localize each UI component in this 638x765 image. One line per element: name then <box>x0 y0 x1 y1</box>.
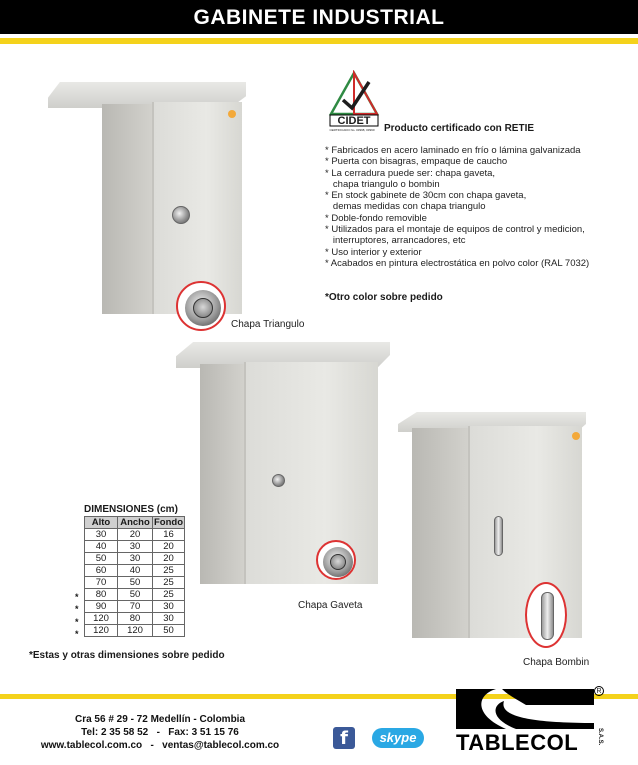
cidet-certificate-number: CERTIFICADO No. 03998, 03990 <box>329 128 375 132</box>
feature-item: * En stock gabinete de 30cm con chapa gaveta, <box>325 190 527 202</box>
feature-item: interruptores, arrancadores, etc <box>325 235 466 247</box>
row-marker: * <box>75 604 79 614</box>
table-cell: 80 <box>85 589 118 601</box>
yellow-divider-top <box>0 38 638 44</box>
registered-mark: R <box>594 686 604 696</box>
table-cell: 50 <box>85 553 118 565</box>
page-title: GABINETE INDUSTRIAL <box>193 6 445 29</box>
table-row <box>85 601 185 613</box>
table-cell: 20 <box>153 553 185 565</box>
table-header-row <box>85 517 185 529</box>
cabinet-side <box>200 364 244 584</box>
row-marker: * <box>75 629 79 639</box>
dimensions-table <box>84 516 185 637</box>
table-row <box>85 529 185 541</box>
table-row <box>85 577 185 589</box>
cabinet-side <box>412 428 468 638</box>
tablecol-logo-icon <box>456 685 594 729</box>
table-cell: 50 <box>118 589 153 601</box>
feature-item: * La cerradura puede ser: chapa gaveta, <box>325 167 496 179</box>
skype-icon[interactable]: skype <box>372 728 424 748</box>
table-cell: 70 <box>85 577 118 589</box>
column-header-fondo: Fondo <box>153 517 183 528</box>
table-cell: 30 <box>85 529 118 541</box>
table-row <box>85 589 185 601</box>
lock-bombin-zoom <box>525 582 567 648</box>
feature-item: demas medidas con chapa triangulo <box>325 201 486 213</box>
caption-chapa-bombin: Chapa Bombin <box>523 657 590 668</box>
handle-icon <box>494 516 503 556</box>
table-cell: 30 <box>153 601 185 613</box>
table-cell: 120 <box>118 625 153 637</box>
table-cell: 30 <box>118 541 153 553</box>
table-cell: 120 <box>85 625 118 637</box>
table-cell: 40 <box>118 565 153 577</box>
cidet-logo-text: CIDET <box>337 115 371 127</box>
lock-triangulo-zoom <box>176 281 226 331</box>
lock-icon <box>172 206 190 224</box>
table-cell: 25 <box>153 577 185 589</box>
table-row <box>85 553 185 565</box>
footer-web: www.tablecol.com.co - ventas@tablecol.com.co <box>40 740 280 751</box>
feature-item: * Doble-fondo removible <box>325 212 427 224</box>
table-cell: 30 <box>153 613 185 625</box>
table-row <box>85 613 185 625</box>
dimensions-note: *Estas y otras dimensiones sobre pedido <box>29 650 225 661</box>
row-marker: * <box>75 616 79 627</box>
facebook-icon[interactable]: f <box>333 727 355 749</box>
table-cell: 16 <box>153 529 185 541</box>
feature-item: * Uso interior y exterior <box>325 246 422 258</box>
table-cell: 20 <box>118 529 153 541</box>
table-cell: 25 <box>153 589 185 601</box>
row-marker: * <box>75 591 79 602</box>
table-row <box>85 625 185 637</box>
certification-text: Producto certificado con RETIE <box>384 123 535 134</box>
table-row <box>85 565 185 577</box>
caption-chapa-gaveta: Chapa Gaveta <box>298 600 363 611</box>
table-row <box>85 541 185 553</box>
lock-gaveta-zoom <box>316 540 356 580</box>
table-cell: 90 <box>85 601 118 613</box>
footer-phones: Tel: 2 35 58 52 - Fax: 3 51 15 76 <box>81 727 239 738</box>
table-cell: 50 <box>118 577 153 589</box>
table-cell: 120 <box>85 613 118 625</box>
ground-label <box>572 432 580 440</box>
feature-item: * Puerta con bisagras, empaque de caucho <box>325 156 508 168</box>
caption-chapa-triangulo: Chapa Triangulo <box>231 319 305 330</box>
feature-item: chapa triangulo o bombin <box>325 178 440 190</box>
column-header-ancho: Ancho <box>118 517 153 529</box>
table-cell: 25 <box>153 565 185 577</box>
table-cell: 40 <box>85 541 118 553</box>
cabinet-side <box>102 104 152 314</box>
table-cell: 20 <box>153 541 185 553</box>
feature-item: * Utilizados para el montaje de equipos de control y medicion, <box>325 224 585 236</box>
table-cell: 30 <box>118 553 153 565</box>
footer-address: Cra 56 # 29 - 72 Medellín - Colombia <box>74 714 246 725</box>
table-cell: 70 <box>118 601 153 613</box>
column-header-alto: Alto <box>85 517 118 529</box>
ground-label <box>228 110 236 118</box>
dimensions-title: DIMENSIONES (cm) <box>84 504 178 515</box>
cabinet-gaveta-image <box>176 342 392 592</box>
cabinet-triangulo-image <box>48 82 248 322</box>
brand-suffix: S.A.S. <box>597 728 603 746</box>
brand-name: TABLECOL <box>456 730 579 755</box>
feature-item: * Fabricados en acero laminado en frío o lámina galvanizada <box>325 145 581 156</box>
color-note: *Otro color sobre pedido <box>325 292 443 303</box>
features-list <box>325 145 625 269</box>
table-cell: 80 <box>118 613 153 625</box>
feature-item: * Acabados en pintura electrostática en polvo color (RAL 7032) <box>325 257 590 269</box>
lock-icon <box>272 474 285 487</box>
cabinet-door <box>244 362 378 584</box>
table-cell: 50 <box>153 625 185 637</box>
table-cell: 60 <box>85 565 118 577</box>
